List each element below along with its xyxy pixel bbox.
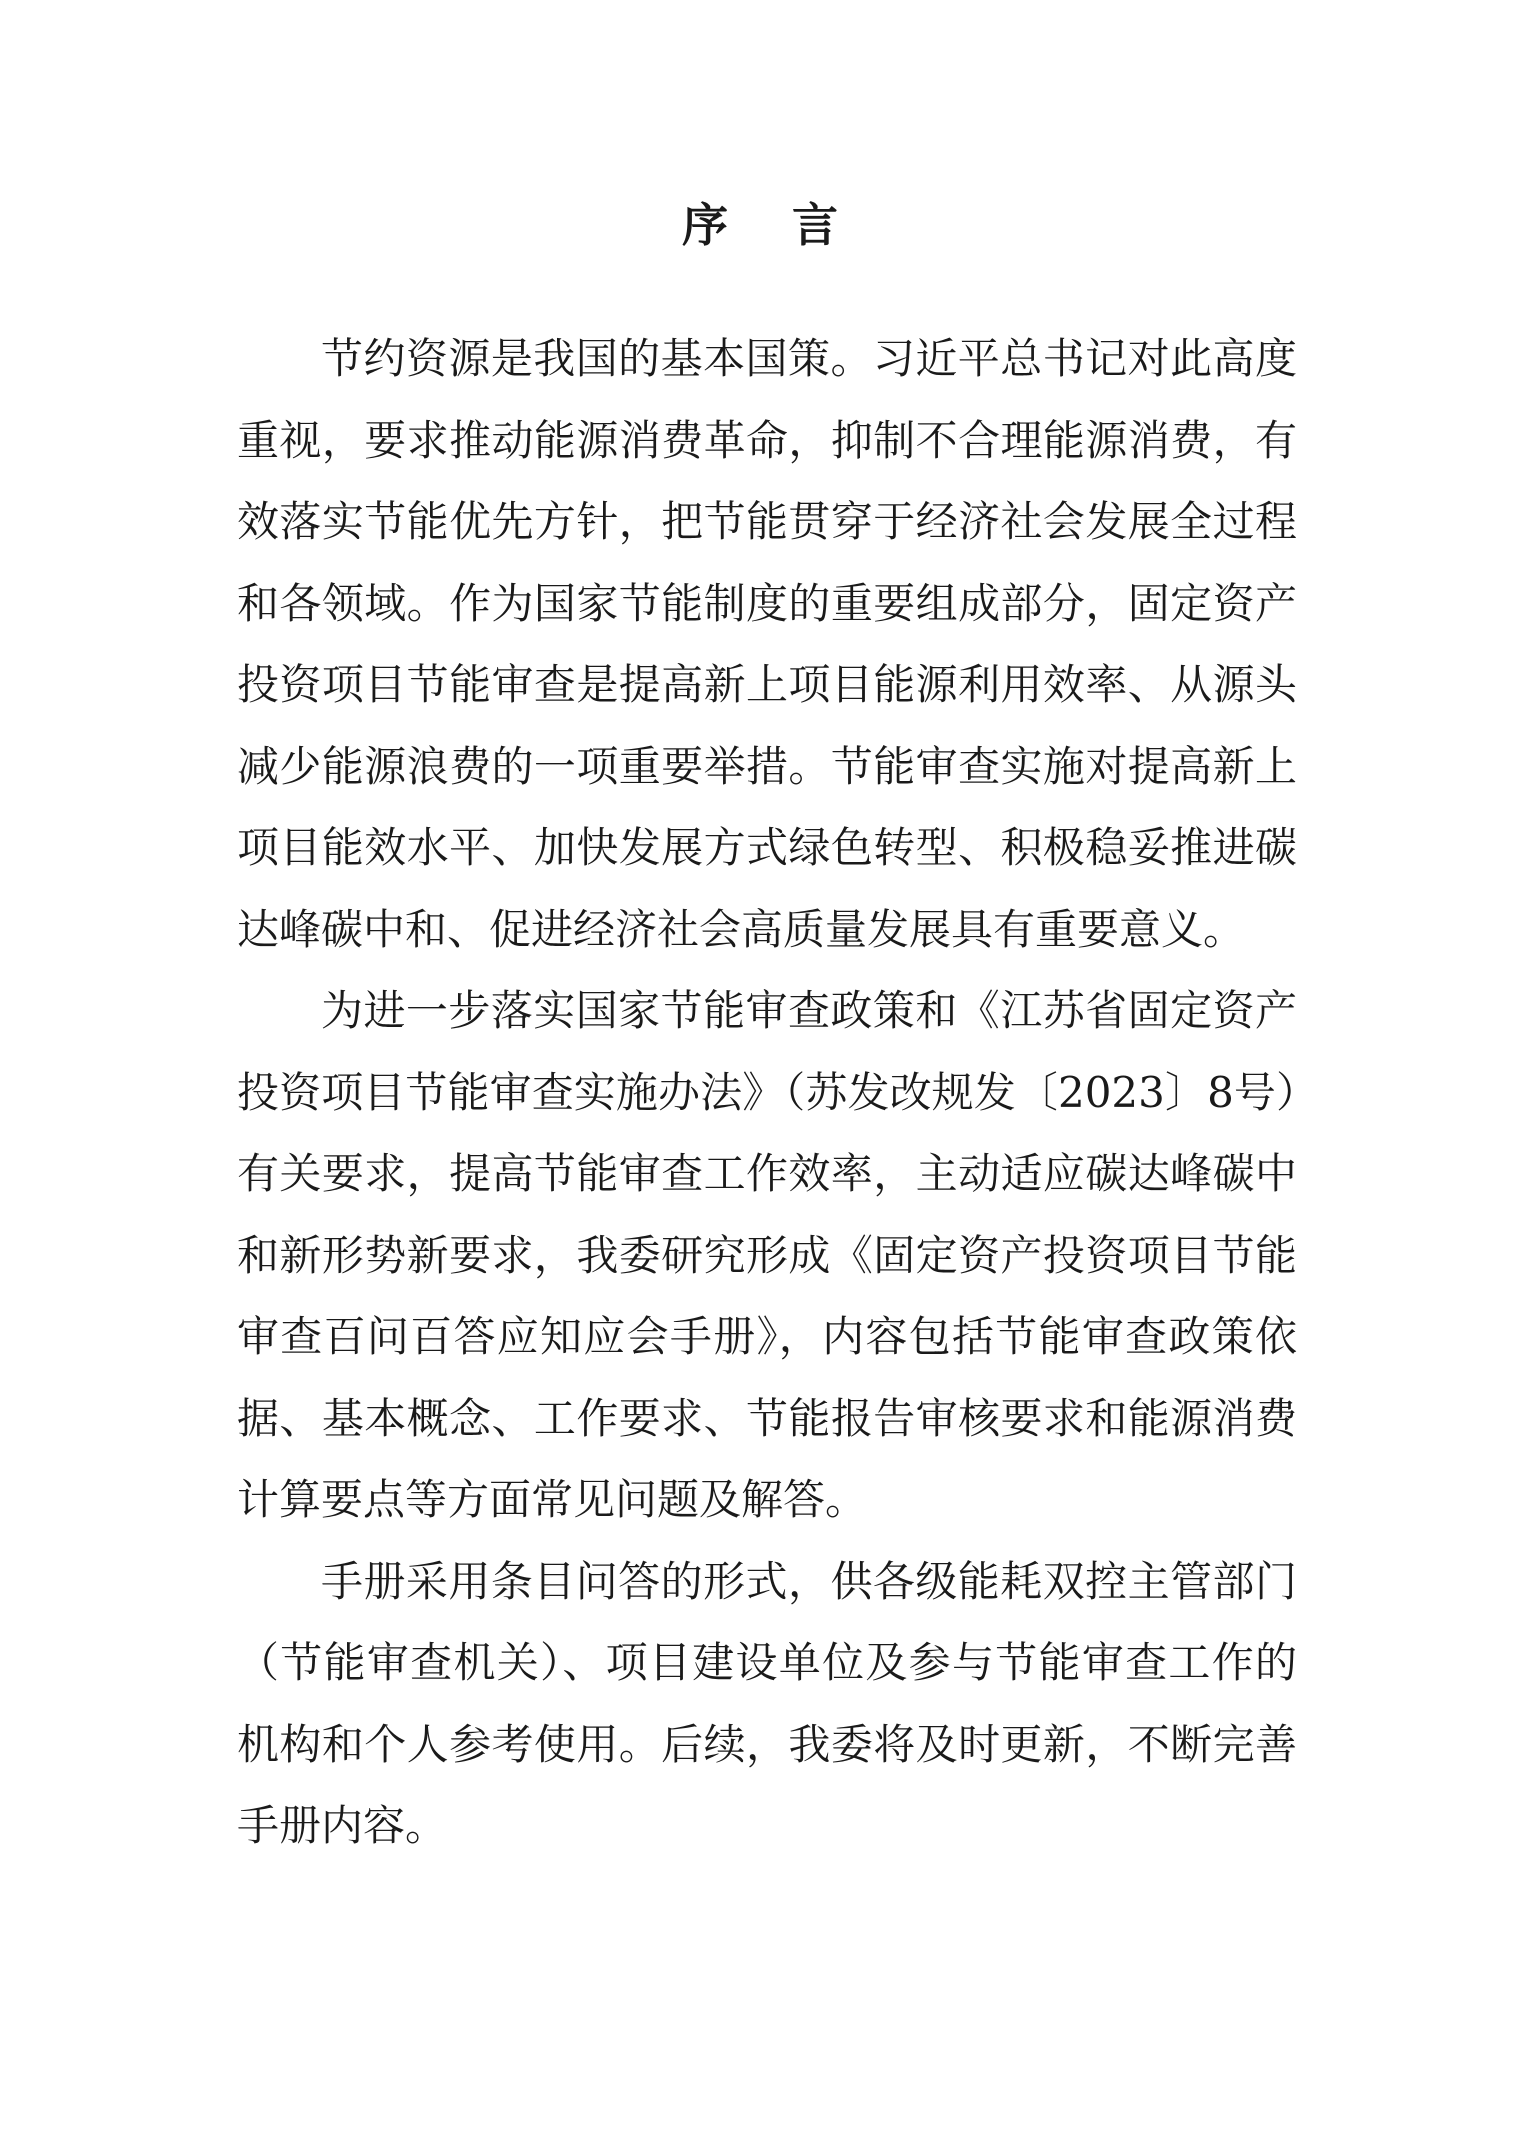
page-title: 序言 — [682, 198, 902, 252]
body-text — [237, 318, 1297, 1867]
paragraph-3: 手册采用条目问答的形式，供各级能耗双控主管部门（节能审查机关）、项目建设单位及参与节能审查工作的机构和个人参考使用。后续，我委将及时更新，不断完善手册内容。 — [237, 1556, 1297, 1850]
paragraph-1: 节约资源是我国的基本国策。习近平总书记对此高度重视，要求推动能源消费革命，抑制不合理能源消费，有效落实节能优先方针，把节能贯穿于经济社会发展全过程和各领域。作为国家节能制度的重要组成部分，固定资产投资项目节能审查是提高新上项目能源利用效率、从源头减少能源浪费的一项重要举措。节能审查实施对提高新上项目能效水平、加快发展方式绿色转型、积极稳妥推进碳达峰碳中和、促进经济社会高质量发展具有重要意义。 — [237, 334, 1297, 954]
paragraph-2: 为进一步落实国家节能审查政策和《江苏省固定资产投资项目节能审查实施办法》（苏发改规发〔2023〕8号）有关要求，提高节能审查工作效率，主动适应碳达峰碳中和新形势新要求，我委研究形成《固定资产投资项目节能审查百问百答应知应会手册》，内容包括节能审查政策依据、基本概念、工作要求、节能报告审核要求和能源消费计算要点等方面常见问题及解答。 — [237, 986, 1297, 1524]
